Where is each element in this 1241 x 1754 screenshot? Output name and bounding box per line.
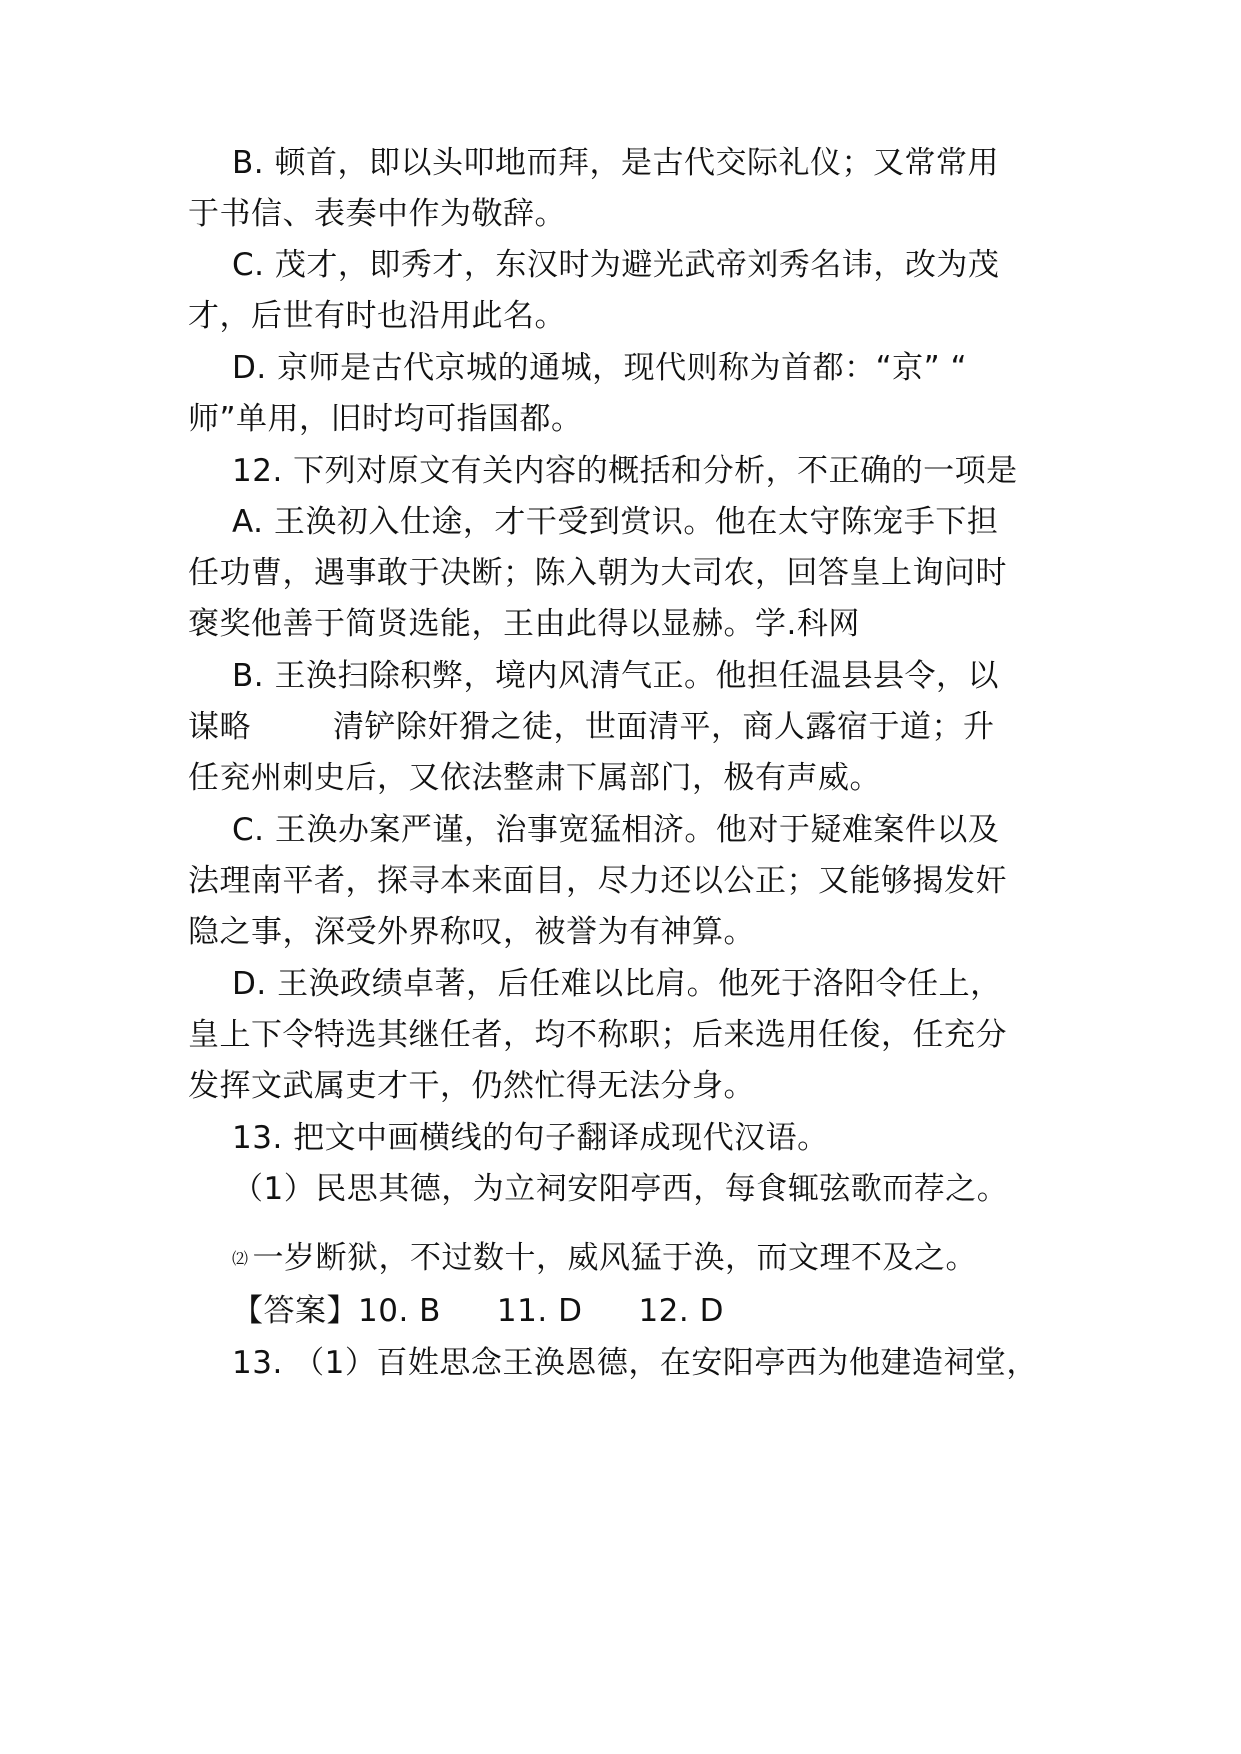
- q12-option-d-line-2: 皇上下令特选其继任者，均不称职；后来选用任俊，任充分: [188, 1017, 1007, 1053]
- option-d-line-1: D. 京师是古代京城的通城，现代则称为首都：“京” “: [232, 350, 968, 386]
- q12-option-d-line-1: D. 王涣政绩卓著，后任难以比肩。他死于洛阳令任上，: [232, 966, 1002, 1002]
- q13-sentence-2-text: 一岁断狱，不过数十，威风猛于涣，而文理不及之。: [252, 1240, 978, 1276]
- q12-option-a-line-3: 褒奖他善于简贤选能，王由此得以显赫。学.科网: [188, 606, 860, 642]
- q12-option-b-line-3: 任兖州刺史后，又依法整肃下属部门，极有声威。: [188, 760, 881, 796]
- option-b-line-2: 于书信、表奏中作为敬辞。: [188, 196, 566, 232]
- option-c-line-1: C. 茂才，即秀才，东汉时为避光武帝刘秀名讳，改为茂: [232, 247, 1000, 283]
- option-b-line-1: B. 顿首，即以头叩地而拜，是古代交际礼仪；又常常用: [232, 145, 999, 181]
- sentence-number: ⑵: [232, 1249, 249, 1268]
- q13-sentence-2: [232, 1238, 977, 1279]
- q12-option-b-line-2-part-2: 清铲除奸猾之徒，世面清平，商人露宿于道；升: [333, 709, 995, 745]
- answer-q13-line-1: 13. （1）百姓思念王涣恩德，在安阳亭西为他建造祠堂，: [232, 1345, 1038, 1381]
- q12-option-a-line-2: 任功曹，遇事敢于决断；陈入朝为大司农，回答皇上询问时: [188, 555, 1007, 591]
- question-12-stem: 12. 下列对原文有关内容的概括和分析，不正确的一项是: [232, 453, 1018, 489]
- q12-option-b-line-1: B. 王涣扫除积弊，境内风清气正。他担任温县县令，以: [232, 658, 999, 694]
- option-c-line-2: 才，后世有时也沿用此名。: [188, 298, 566, 334]
- q12-option-c-line-1: C. 王涣办案严谨，治事宽猛相济。他对于疑难案件以及: [232, 812, 1000, 848]
- answer-line: [232, 1291, 724, 1331]
- question-13-stem: 13. 把文中画横线的句子翻译成现代汉语。: [232, 1120, 829, 1156]
- q12-option-c-line-2: 法理南平者，探寻本来面目，尽力还以公正；又能够揭发奸: [188, 863, 1007, 899]
- q12-option-c-line-3: 隐之事，深受外界称叹，被誉为有神算。: [188, 914, 755, 950]
- q12-option-a-line-1: A. 王涣初入仕途，才干受到赏识。他在太守陈宠手下担: [232, 504, 999, 540]
- option-d-line-2: 师”单用，旧时均可指国都。: [188, 401, 583, 437]
- q12-option-b-line-2: [188, 707, 995, 747]
- answer-q11: 11. D: [496, 1293, 583, 1329]
- q13-sentence-1: （1）民思其德，为立祠安阳亭西，每食辄弦歌而荐之。: [232, 1171, 1009, 1207]
- answer-q12: 12. D: [638, 1293, 724, 1329]
- answer-q10: 【答案】10. B: [232, 1293, 441, 1329]
- q12-option-b-line-2-part-1: 谋略: [188, 709, 251, 745]
- q12-option-d-line-3: 发挥文武属吏才干，仍然忙得无法分身。: [188, 1068, 755, 1104]
